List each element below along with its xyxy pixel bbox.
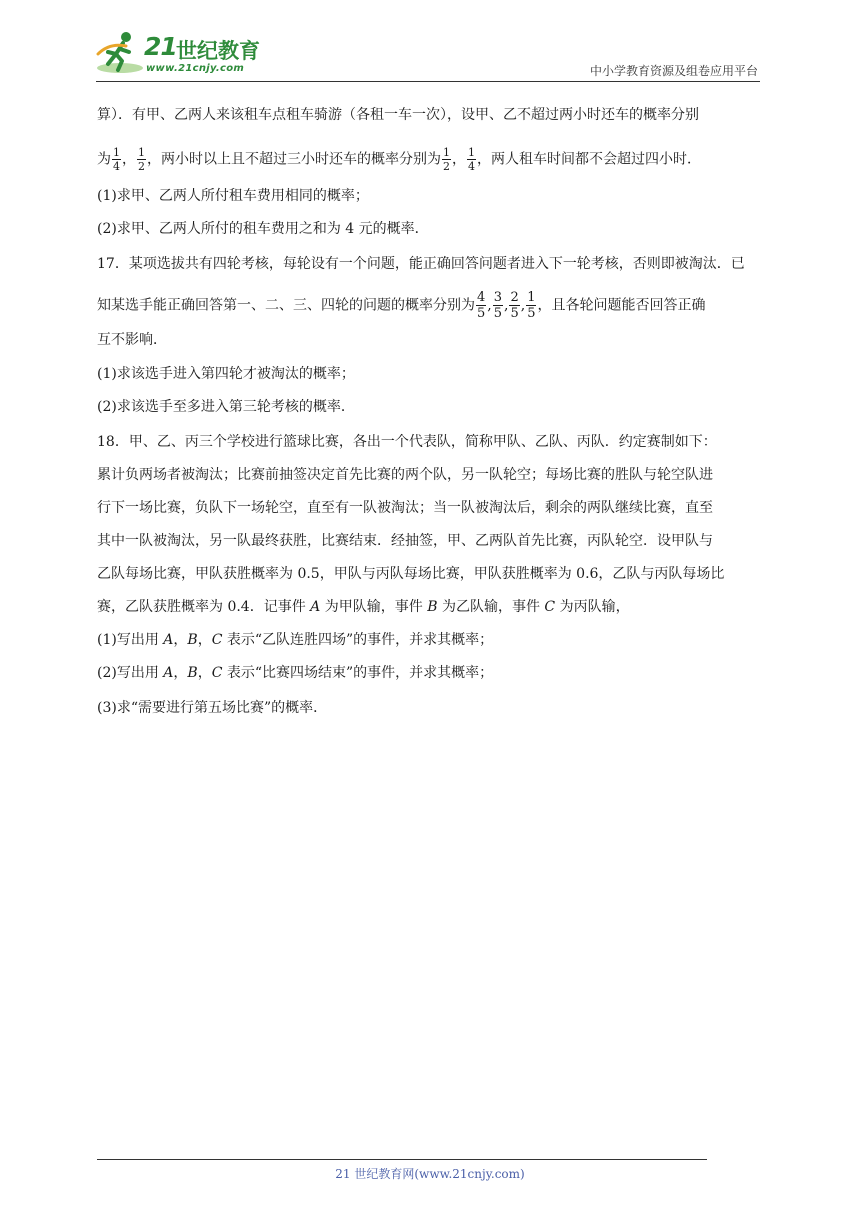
p18-text: ， <box>173 632 188 648</box>
p18-line-5: 乙队每场比赛，甲队获胜概率为 0.5，甲队与丙队每场比赛，甲队获胜概率为 0.6，乙队与丙队每场比 <box>97 566 725 582</box>
p16-text: ，两人租车时间都不会超过四小时． <box>477 151 701 168</box>
header-divider <box>96 81 760 82</box>
numerator: 2 <box>510 290 519 305</box>
p18-line-6 <box>97 597 630 617</box>
denominator: 5 <box>477 306 486 321</box>
variable-a: A <box>310 599 321 615</box>
p17-line-3: 互不影响． <box>97 332 167 348</box>
p17-question-2: (2)求该选手至多进入第三轮考核的概率． <box>97 399 355 415</box>
p16-text: 为 <box>97 151 111 168</box>
p16-text: ， <box>122 151 136 168</box>
fraction <box>476 290 486 321</box>
variable-b: B <box>187 632 198 648</box>
p18-text: 为甲队输，事件 <box>320 599 428 615</box>
separator: , <box>504 297 509 314</box>
p18-text: 表示“乙队连胜四场”的事件，并求其概率； <box>222 632 494 648</box>
p18-question-3: (3)求“需要进行第五场比赛”的概率． <box>97 700 328 716</box>
fraction <box>526 290 536 321</box>
runner-logo-icon <box>96 30 146 76</box>
platform-title: 中小学教育资源及组卷应用平台 <box>589 64 758 78</box>
p18-line-3: 行下一场比赛，负队下一场轮空，直至有一队被淘汰；当一队被淘汰后，剩余的两队继续比赛，直至 <box>97 500 713 516</box>
footer-text: 21 世纪教育网(www.21cnjy.com) <box>335 1167 525 1181</box>
denominator: 5 <box>493 306 503 321</box>
p16-text: ， <box>452 151 466 168</box>
numerator: 1 <box>138 146 145 159</box>
p18-text: 为乙队输，事件 <box>437 599 545 615</box>
p17-text: 知某选手能正确回答第一、二、三、四轮的问题的概率分别为 <box>97 297 475 314</box>
logo-url: www.21cnjy.com <box>146 63 245 74</box>
p18-text: 表示“比赛四场结束”的事件，并求其概率； <box>222 665 494 681</box>
p18-text: (2)写出用 <box>97 665 164 681</box>
p18-line-2: 累计负两场者被淘汰；比赛前抽签决定首先比赛的两个队，另一队轮空；每场比赛的胜队与轮空队进 <box>97 467 713 483</box>
p18-question-2 <box>97 663 493 683</box>
numerator: 1 <box>468 146 475 159</box>
denominator: 5 <box>527 306 536 321</box>
p18-text: ， <box>197 665 212 681</box>
p17-line-2 <box>97 290 705 321</box>
denominator: 2 <box>443 160 450 173</box>
p17-line-1: 17．某项选拔共有四轮考核，每轮设有一个问题，能正确回答问题者进入下一轮考核，否则即被淘汰．已 <box>97 256 745 272</box>
logo-text: 世纪教育 <box>176 39 260 63</box>
fraction <box>137 146 146 173</box>
fraction <box>509 290 519 321</box>
p18-line-1: 18．甲、乙、丙三个学校进行篮球比赛，各出一个代表队，简称甲队、乙队、丙队．约定赛制如下： <box>97 434 717 450</box>
p16-line-1: 算）．有甲、乙两人来该租车点租车骑游（各租一车一次），设甲、乙不超过两小时还车的概率分别 <box>97 107 699 123</box>
logo <box>96 30 266 80</box>
variable-c: C <box>211 665 223 681</box>
numerator: 3 <box>493 290 503 305</box>
p18-text: 赛，乙队获胜概率为 0.4．记事件 <box>97 599 311 615</box>
variable-a: A <box>163 665 174 681</box>
p18-text: ， <box>173 665 188 681</box>
footer-divider <box>97 1159 707 1160</box>
denominator: 2 <box>138 160 145 173</box>
page-header <box>96 28 760 84</box>
logo-number: 21 <box>144 32 177 61</box>
p16-text: ，两小时以上且不超过三小时还车的概率分别为 <box>147 151 441 168</box>
p17-text: ，且各轮问题能否回答正确 <box>537 297 706 314</box>
p16-question-1: (1)求甲、乙两人所付租车费用相同的概率； <box>97 188 369 204</box>
variable-a: A <box>163 632 174 648</box>
p18-text: ， <box>197 632 212 648</box>
separator: , <box>487 297 492 314</box>
variable-b: B <box>187 665 198 681</box>
p18-text: 为丙队输， <box>555 599 630 615</box>
p18-question-1 <box>97 630 493 650</box>
p18-text: (1)写出用 <box>97 632 164 648</box>
fraction <box>467 146 476 173</box>
separator: , <box>520 297 526 314</box>
fraction <box>112 146 121 173</box>
denominator: 4 <box>468 160 475 173</box>
fraction <box>442 146 451 173</box>
numerator: 4 <box>477 290 486 305</box>
p18-line-4: 其中一队被淘汰，另一队最终获胜，比赛结束．经抽签，甲、乙两队首先比赛，丙队轮空．设甲队与 <box>97 533 713 549</box>
variable-c: C <box>211 632 223 648</box>
fraction <box>493 290 503 321</box>
p16-question-2: (2)求甲、乙两人所付的租车费用之和为 4 元的概率． <box>97 221 429 237</box>
numerator: 1 <box>443 146 450 159</box>
p16-line-2 <box>97 146 701 173</box>
numerator: 1 <box>527 290 536 305</box>
numerator: 1 <box>113 146 120 159</box>
denominator: 5 <box>510 306 519 321</box>
variable-b: B <box>427 599 438 615</box>
p17-question-1: (1)求该选手进入第四轮才被淘汰的概率； <box>97 366 355 382</box>
variable-c: C <box>544 599 556 615</box>
denominator: 4 <box>113 160 120 173</box>
